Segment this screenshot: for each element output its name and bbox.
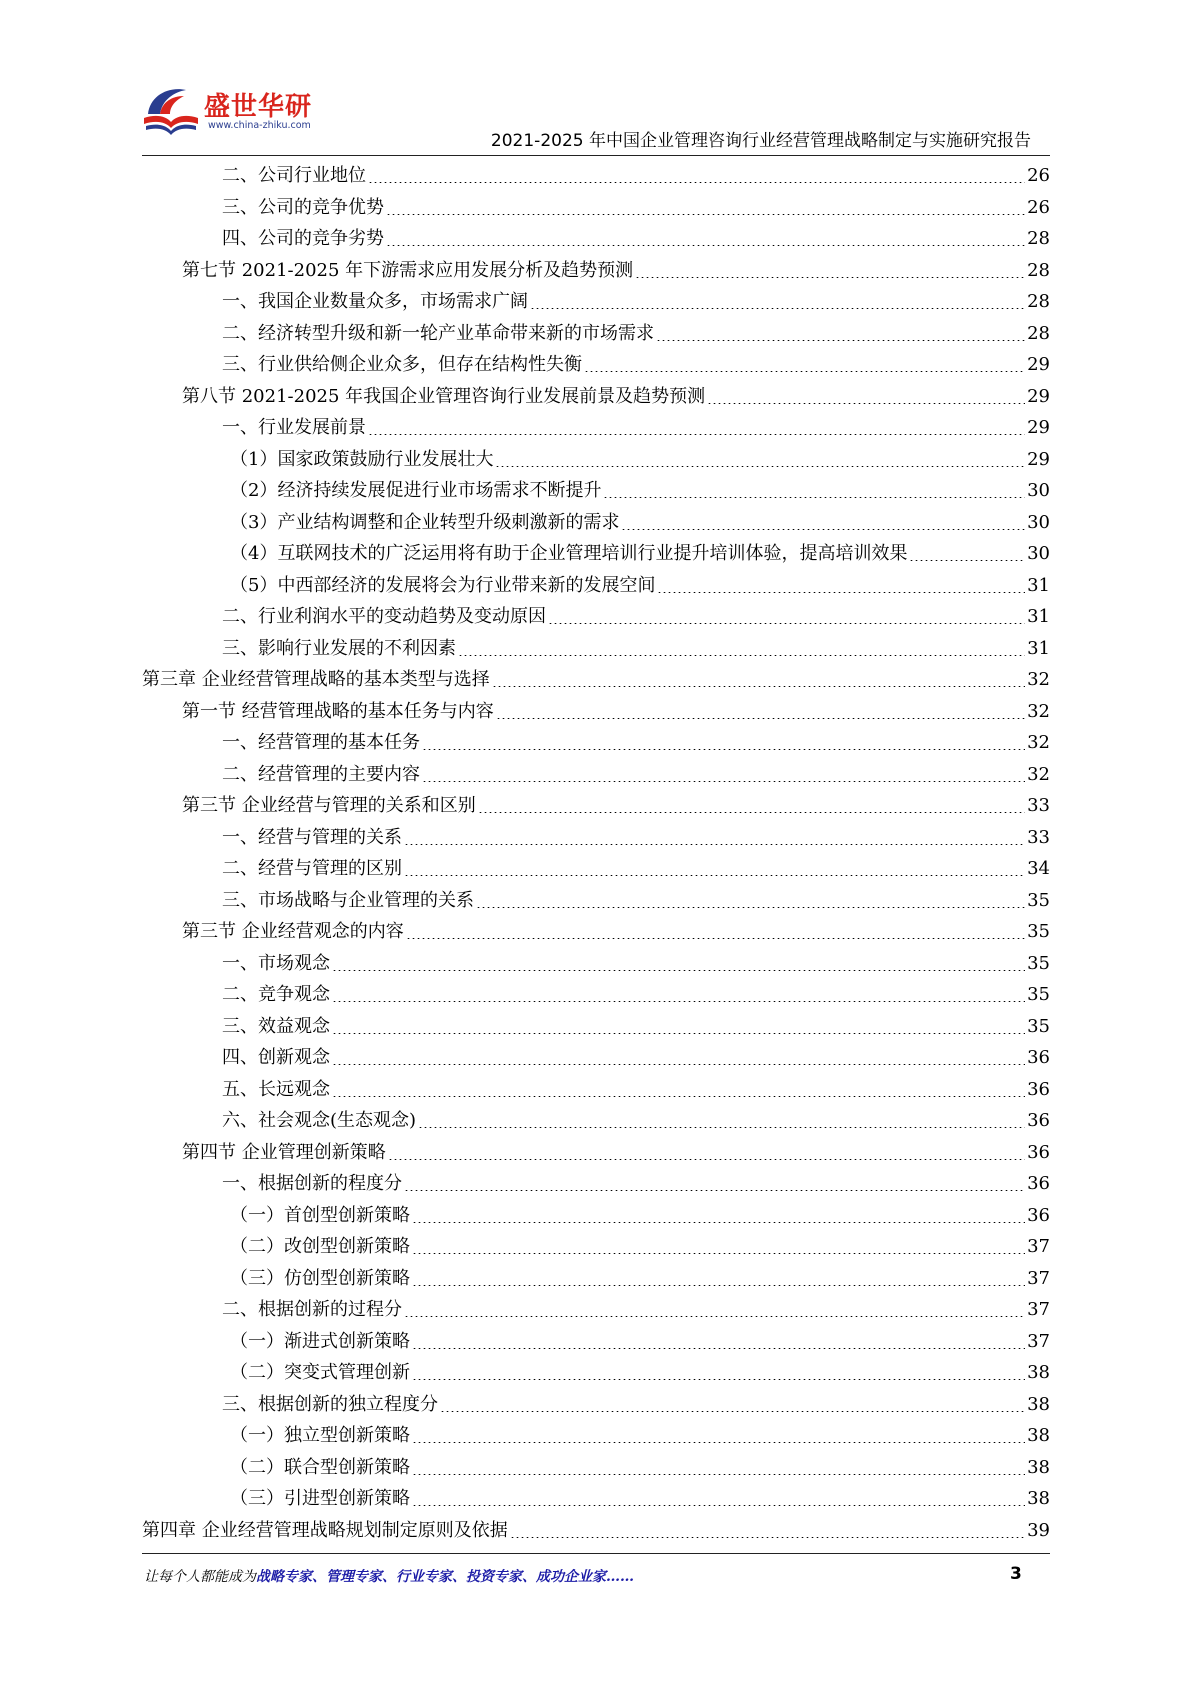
toc-leader-dots: [386, 214, 1025, 215]
toc-entry-title: 四、创新观念: [222, 1047, 330, 1068]
toc-entry[interactable]: [230, 1420, 1050, 1451]
toc-leader-dots: [458, 655, 1025, 656]
toc-entry[interactable]: [222, 1042, 1050, 1073]
toc-entry-page: 35: [1027, 984, 1050, 1005]
toc-entry[interactable]: [142, 664, 1050, 695]
toc-leader-dots: [412, 1505, 1025, 1506]
toc-entry-title: 第七节 2021-2025 年下游需求应用发展分析及趋势预测: [182, 259, 634, 281]
toc-entry-page: 29: [1027, 448, 1050, 470]
toc-leader-dots: [510, 1537, 1025, 1538]
toc-leader-dots: [548, 623, 1025, 624]
toc-entry[interactable]: [142, 1515, 1050, 1546]
toc-entry[interactable]: [230, 1452, 1050, 1483]
brand-name: 盛世华研: [204, 92, 313, 122]
toc-entry[interactable]: [182, 790, 1050, 821]
toc-leader-dots: [440, 1411, 1025, 1412]
toc-leader-dots: [412, 1379, 1025, 1380]
toc-entry-page: 30: [1027, 480, 1050, 501]
toc-entry-title: 四、公司的竞争劣势: [222, 228, 384, 249]
toc-entry[interactable]: [222, 601, 1050, 632]
toc-entry-title: 二、竞争观念: [222, 984, 330, 1005]
toc-leader-dots: [332, 1064, 1025, 1065]
toc-entry-title: 第三节 企业经营观念的内容: [182, 921, 404, 942]
toc-entry-page: 36: [1027, 1078, 1050, 1100]
toc-entry-page: 31: [1027, 574, 1050, 596]
toc-entry-title: 一、行业发展前景: [222, 417, 366, 438]
toc-leader-dots: [412, 1222, 1025, 1223]
toc-leader-dots: [412, 1442, 1025, 1443]
toc-entry-page: 35: [1027, 921, 1050, 942]
brand-url: www.china-zhiku.com: [208, 120, 311, 131]
toc-entry-page: 38: [1027, 1362, 1050, 1383]
header-divider: [142, 155, 1050, 156]
toc-entry-page: 29: [1027, 417, 1050, 438]
toc-entry-title: 二、经营管理的主要内容: [222, 763, 420, 785]
toc-entry-page: 38: [1027, 1488, 1050, 1509]
toc-leader-dots: [404, 1190, 1025, 1191]
toc-leader-dots: [412, 1348, 1025, 1349]
toc-entry-title: 第一节 经营管理战略的基本任务与内容: [182, 700, 494, 722]
toc-entry-page: 31: [1027, 606, 1050, 627]
footer-divider: [142, 1553, 1050, 1554]
toc-entry-title: 第四节 企业管理创新策略: [182, 1141, 386, 1163]
toc-entry-title: 三、效益观念: [222, 1015, 330, 1037]
toc-entry[interactable]: [230, 1326, 1050, 1357]
toc-entry[interactable]: [182, 381, 1050, 412]
toc-leader-dots: [388, 1159, 1025, 1160]
toc-entry-page: 31: [1027, 637, 1050, 659]
toc-entry[interactable]: [222, 948, 1050, 979]
toc-entry[interactable]: [230, 1200, 1050, 1231]
toc-entry-page: 29: [1027, 354, 1050, 375]
toc-entry-page: 29: [1027, 385, 1050, 407]
toc-entry-page: 38: [1027, 1393, 1050, 1415]
toc-leader-dots: [332, 1033, 1025, 1034]
toc-entry-title: （二）联合型创新策略: [230, 1456, 410, 1478]
toc-leader-dots: [418, 1127, 1025, 1128]
toc-entry-page: 35: [1027, 889, 1050, 911]
toc-entry[interactable]: [222, 1389, 1050, 1420]
toc-entry-page: 28: [1027, 259, 1050, 281]
toc-leader-dots: [530, 308, 1025, 309]
toc-entry-title: 第三章 企业经营管理战略的基本类型与选择: [142, 669, 490, 690]
toc-leader-dots: [496, 718, 1025, 719]
page-number: 3: [1010, 1564, 1022, 1584]
toc-leader-dots: [584, 371, 1025, 372]
toc-entry-title: 一、经营管理的基本任务: [222, 732, 420, 753]
toc-entry[interactable]: [182, 255, 1050, 286]
toc-entry-title: 一、经营与管理的关系: [222, 826, 402, 848]
toc-entry[interactable]: [222, 633, 1050, 664]
toc-entry[interactable]: [222, 1168, 1050, 1199]
toc-leader-dots: [422, 781, 1025, 782]
toc-entry-page: 32: [1027, 763, 1050, 785]
toc-entry-title: （三）仿创型创新策略: [230, 1267, 410, 1289]
toc-entry-page: 36: [1027, 1047, 1050, 1068]
toc-leader-dots: [404, 875, 1025, 876]
toc-leader-dots: [332, 1096, 1025, 1097]
toc-entry-page: 26: [1027, 196, 1050, 218]
toc-leader-dots: [406, 938, 1025, 939]
toc-entry[interactable]: [222, 318, 1050, 349]
toc-entry-title: 五、长远观念: [222, 1078, 330, 1100]
toc-entry-page: 32: [1027, 669, 1050, 690]
page-header: [0, 0, 1191, 160]
toc-leader-dots: [495, 466, 1025, 467]
toc-entry[interactable]: [222, 223, 1050, 254]
toc-entry-title: 三、影响行业发展的不利因素: [222, 637, 456, 659]
brand-logo: [140, 80, 330, 150]
footer-slogan-prefix: 让每个人都能成为: [144, 1569, 256, 1585]
toc-entry-page: 32: [1027, 732, 1050, 753]
toc-entry[interactable]: [230, 1483, 1050, 1514]
toc-entry-title: 二、经济转型升级和新一轮产业革命带来新的市场需求: [222, 322, 654, 344]
toc-entry-title: 二、行业利润水平的变动趋势及变动原因: [222, 606, 546, 627]
toc-leader-dots: [478, 812, 1025, 813]
toc-entry[interactable]: [222, 885, 1050, 916]
toc-entry-title: （5）中西部经济的发展将会为行业带来新的发展空间: [230, 574, 656, 596]
toc-entry-page: 30: [1027, 543, 1050, 564]
toc-leader-dots: [368, 182, 1025, 183]
toc-entry-page: 32: [1027, 700, 1050, 722]
toc-entry[interactable]: [182, 916, 1050, 947]
toc-entry-page: 39: [1027, 1519, 1050, 1541]
footer-slogan: [144, 1566, 634, 1586]
toc-entry-page: 35: [1027, 952, 1050, 974]
toc-entry-page: 36: [1027, 1110, 1050, 1131]
toc-entry-title: 三、公司的竞争优势: [222, 196, 384, 218]
toc-entry[interactable]: [230, 570, 1050, 601]
toc-entry[interactable]: [230, 1231, 1050, 1262]
toc-leader-dots: [412, 1474, 1025, 1475]
toc-leader-dots: [635, 277, 1025, 278]
toc-entry-page: 36: [1027, 1204, 1050, 1226]
toc-entry-title: 第三节 企业经营与管理的关系和区别: [182, 795, 476, 816]
toc-entry[interactable]: [230, 1263, 1050, 1294]
toc-entry-title: （二）改创型创新策略: [230, 1236, 410, 1257]
toc-entry-title: 一、我国企业数量众多，市场需求广阔: [222, 291, 528, 312]
toc-entry-page: 28: [1027, 322, 1050, 344]
toc-entry[interactable]: [230, 538, 1050, 569]
toc-entry-page: 30: [1027, 511, 1050, 533]
toc-entry-page: 33: [1027, 795, 1050, 816]
toc-entry-title: 一、市场观念: [222, 952, 330, 974]
toc-entry-title: 一、根据创新的程度分: [222, 1173, 402, 1194]
toc-entry-title: （4）互联网技术的广泛运用将有助于企业管理培训行业提升培训体验，提高培训效果: [230, 543, 908, 564]
toc-leader-dots: [404, 1316, 1025, 1317]
toc-entry-page: 26: [1027, 165, 1050, 186]
toc-entry[interactable]: [230, 507, 1050, 538]
toc-leader-dots: [909, 560, 1025, 561]
toc-leader-dots: [332, 970, 1025, 971]
toc-leader-dots: [476, 907, 1025, 908]
toc-entry[interactable]: [222, 412, 1050, 443]
toc-entry[interactable]: [222, 1294, 1050, 1325]
toc-entry[interactable]: [222, 1105, 1050, 1136]
toc-leader-dots: [707, 403, 1025, 404]
toc-entry-title: 三、行业供给侧企业众多，但存在结构性失衡: [222, 354, 582, 375]
toc-entry[interactable]: [222, 1011, 1050, 1042]
toc-leader-dots: [404, 844, 1025, 845]
toc-entry[interactable]: [182, 1137, 1050, 1168]
toc-leader-dots: [412, 1253, 1025, 1254]
toc-entry-page: 37: [1027, 1299, 1050, 1320]
toc-leader-dots: [386, 245, 1025, 246]
toc-leader-dots: [621, 529, 1025, 530]
footer-slogan-highlight: 战略专家、管理专家、行业专家、投资专家、成功企业家……: [256, 1569, 634, 1585]
toc-entry-page: 36: [1027, 1141, 1050, 1163]
toc-entry-page: 37: [1027, 1236, 1050, 1257]
toc-leader-dots: [657, 592, 1025, 593]
toc-entry-page: 38: [1027, 1425, 1050, 1446]
toc-entry[interactable]: [222, 822, 1050, 853]
toc-entry-page: 37: [1027, 1330, 1050, 1352]
toc-leader-dots: [332, 1001, 1025, 1002]
toc-entry-title: 第八节 2021-2025 年我国企业管理咨询行业发展前景及趋势预测: [182, 385, 706, 407]
toc-entry[interactable]: [230, 444, 1050, 475]
toc-entry-page: 28: [1027, 291, 1050, 312]
toc-entry-title: （一）独立型创新策略: [230, 1425, 410, 1446]
toc-entry[interactable]: [222, 727, 1050, 758]
toc-entry-page: 28: [1027, 228, 1050, 249]
toc-entry[interactable]: [222, 349, 1050, 380]
toc-entry-title: （三）引进型创新策略: [230, 1488, 410, 1509]
toc-leader-dots: [422, 749, 1025, 750]
toc-entry-title: 第四章 企业经营管理战略规划制定原则及依据: [142, 1519, 508, 1541]
toc-leader-dots: [368, 434, 1025, 435]
toc-entry-title: （一）渐进式创新策略: [230, 1330, 410, 1352]
toc-entry-page: 36: [1027, 1173, 1050, 1194]
toc-entry-title: 二、经营与管理的区别: [222, 858, 402, 879]
toc-entry[interactable]: [230, 475, 1050, 506]
toc-entry[interactable]: [222, 979, 1050, 1010]
toc-entry-title: 二、根据创新的过程分: [222, 1299, 402, 1320]
report-title: 2021-2025 年中国企业管理咨询行业经营管理战略制定与实施研究报告: [490, 131, 1031, 151]
toc-leader-dots: [412, 1285, 1025, 1286]
toc-entry[interactable]: [222, 853, 1050, 884]
toc-entry[interactable]: [230, 1357, 1050, 1388]
toc-entry-title: 二、公司行业地位: [222, 165, 366, 186]
toc-entry-title: （2）经济持续发展促进行业市场需求不断提升: [230, 480, 602, 501]
toc-entry-title: 三、根据创新的独立程度分: [222, 1393, 438, 1415]
toc-entry[interactable]: [222, 192, 1050, 223]
toc-entry-title: （二）突变式管理创新: [230, 1362, 410, 1383]
toc-entry-page: 38: [1027, 1456, 1050, 1478]
toc-leader-dots: [492, 686, 1025, 687]
toc-entry-title: （一）首创型创新策略: [230, 1204, 410, 1226]
toc-leader-dots: [656, 340, 1025, 341]
toc-entry-page: 37: [1027, 1267, 1050, 1289]
toc-entry[interactable]: [222, 160, 1050, 191]
toc-entry-title: （1）国家政策鼓励行业发展壮大: [230, 448, 494, 470]
toc-entry[interactable]: [222, 286, 1050, 317]
toc-leader-dots: [603, 497, 1025, 498]
toc-entry-page: 34: [1027, 858, 1050, 879]
toc-entry-page: 35: [1027, 1015, 1050, 1037]
toc-entry[interactable]: [182, 696, 1050, 727]
toc-entry[interactable]: [222, 759, 1050, 790]
book-logo-icon: [140, 80, 202, 142]
toc-entry-title: 六、社会观念(生态观念): [222, 1110, 417, 1131]
toc-entry[interactable]: [222, 1074, 1050, 1105]
toc-entry-title: 三、市场战略与企业管理的关系: [222, 889, 474, 911]
toc-entry-page: 33: [1027, 826, 1050, 848]
toc-entry-title: （3）产业结构调整和企业转型升级刺激新的需求: [230, 511, 620, 533]
